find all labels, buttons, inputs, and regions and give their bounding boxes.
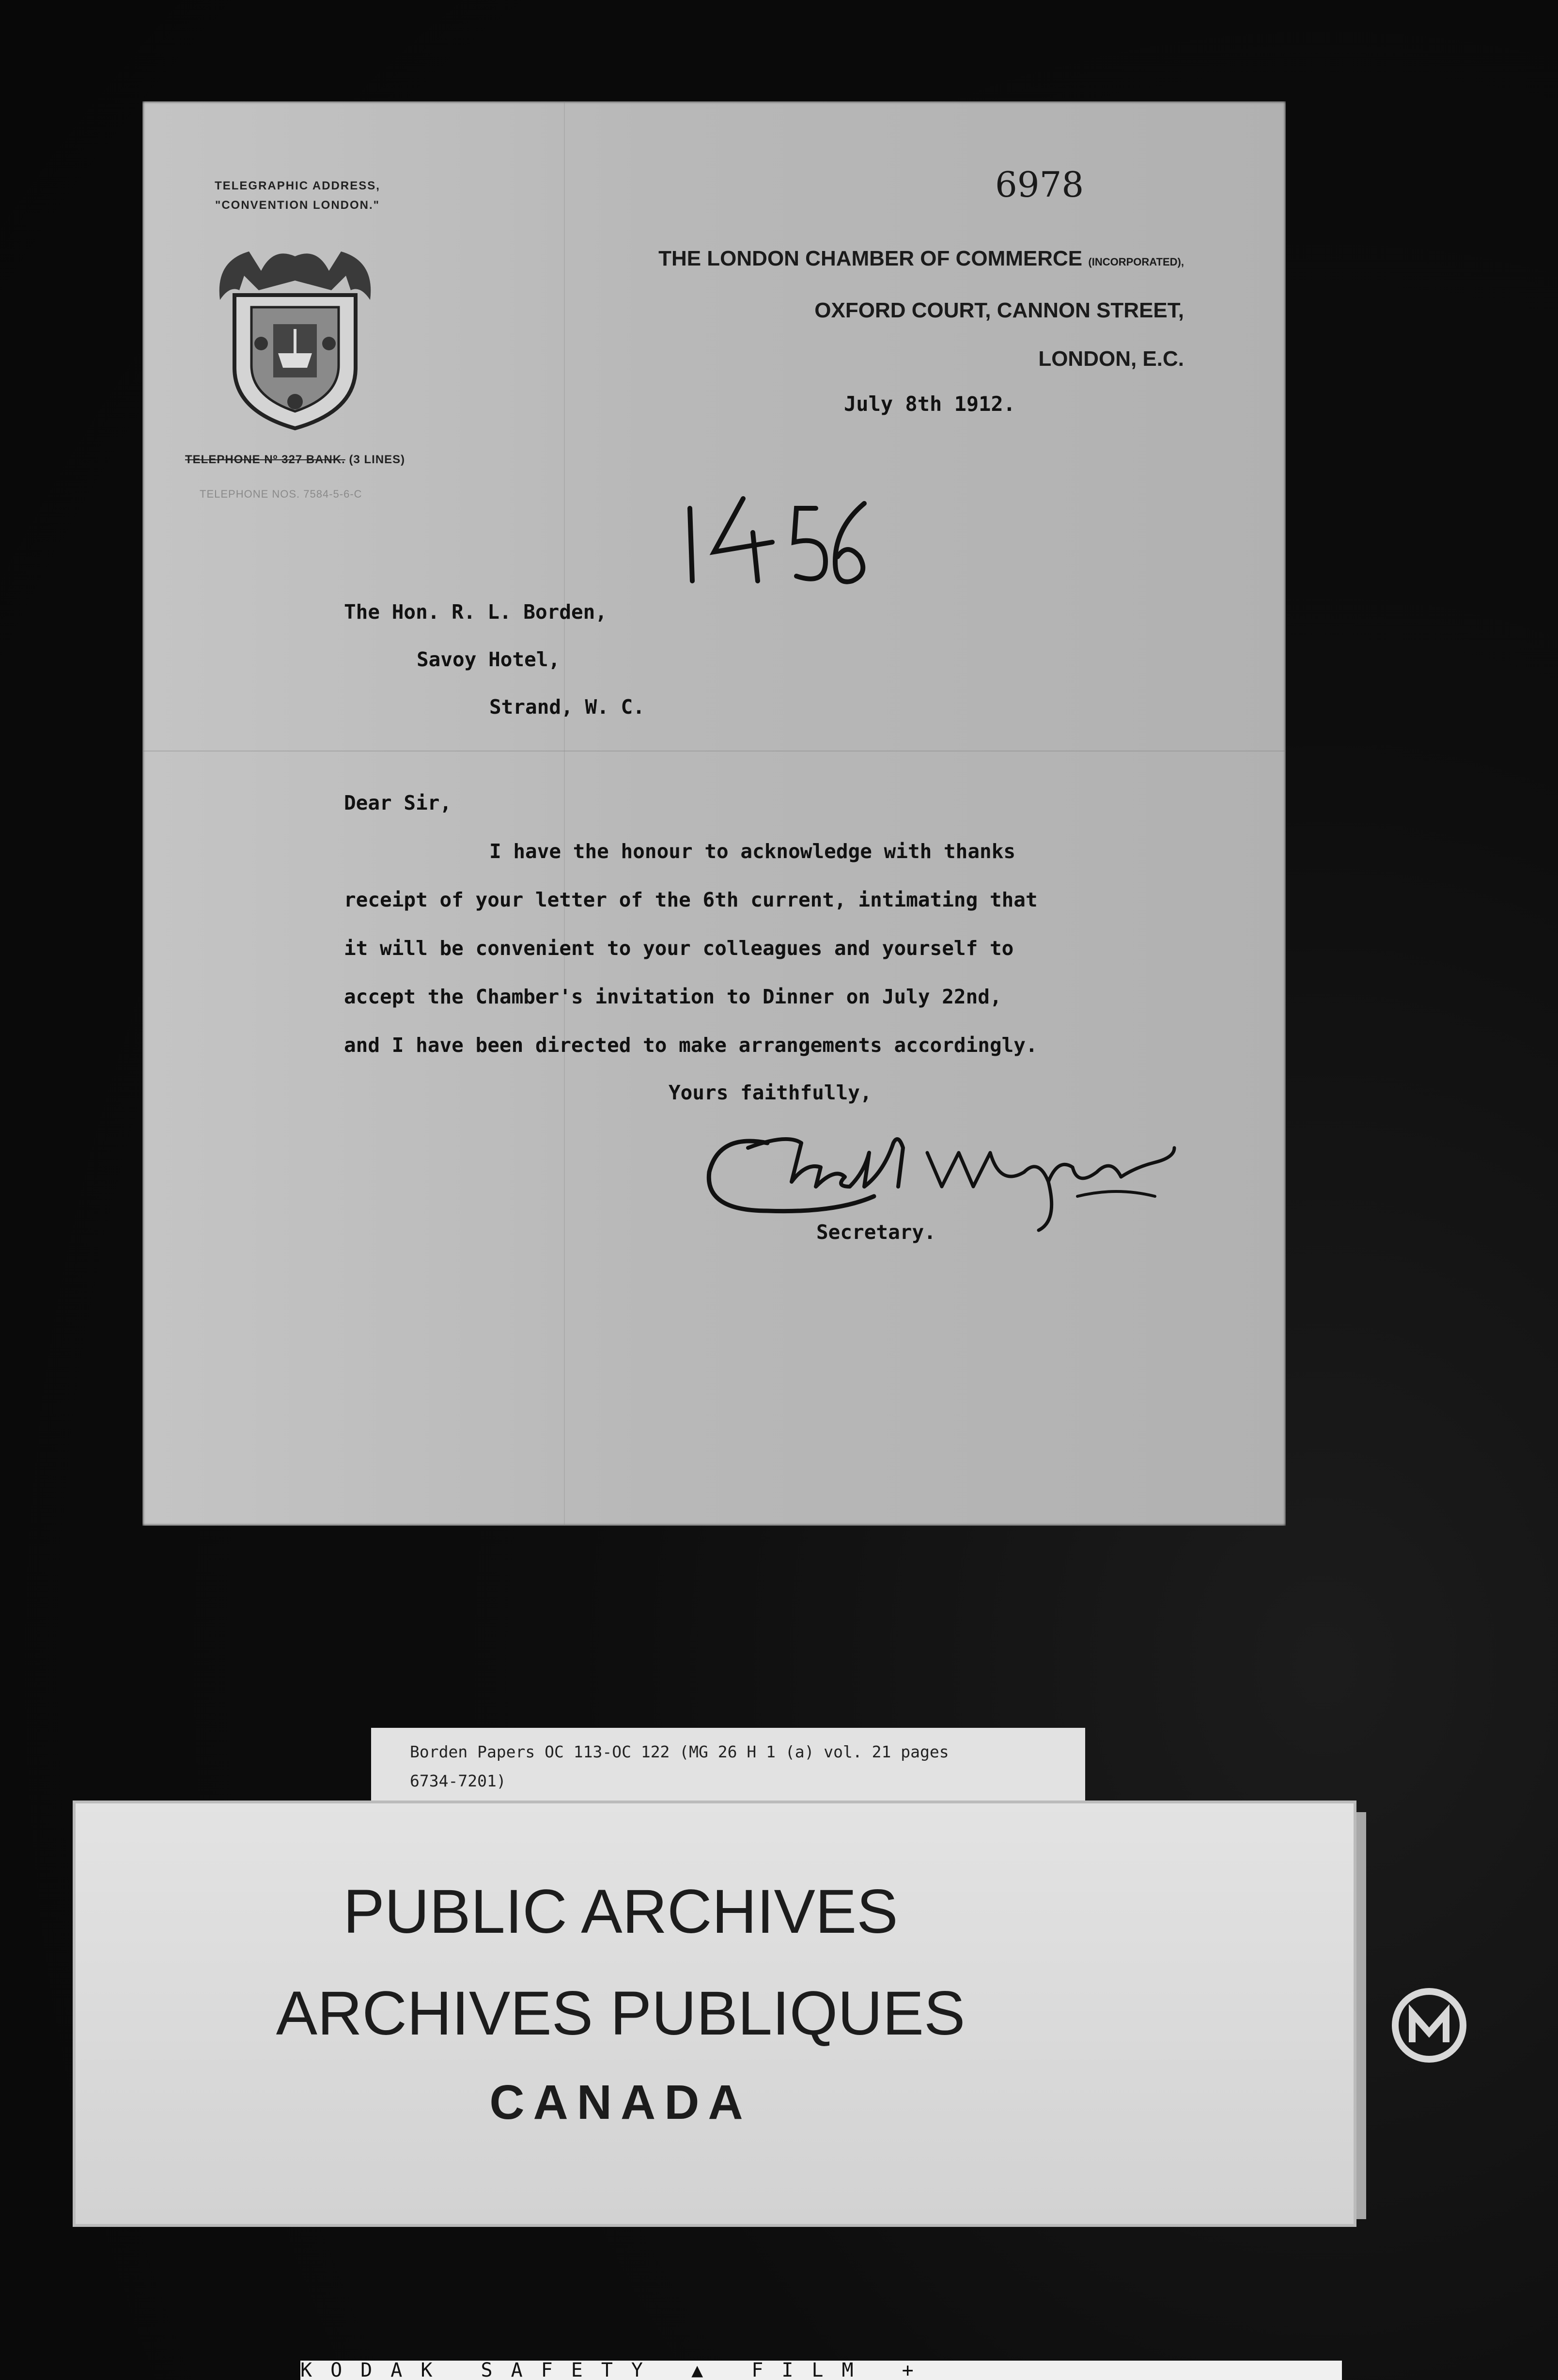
public-archives-plate [73,1801,1356,2227]
body-line: accept the Chamber's invitation to Dinner on July 22nd, [344,985,1002,1008]
handwritten-signature [690,1114,1203,1240]
letter-date: July 8th 1912. [844,392,1016,416]
handwritten-reference-number [680,489,874,591]
letterhead-address-block [658,235,1184,383]
closing: Yours faithfully, [669,1081,872,1104]
telephone-old-lines: (3 LINES) [349,453,405,466]
telephone-old-label: TELEPHONE Nº 327 BANK. [185,453,345,466]
archive-plate-line-2: ARCHIVES PUBLIQUES [276,1979,966,2048]
telephone-old-number [185,453,405,467]
fold-line-vertical [564,101,565,1526]
archive-plate-line-3: CANADA [489,2075,752,2129]
body-line: receipt of your letter of the 6th current, intimating that [344,888,1038,911]
archive-plate-line-1: PUBLIC ARCHIVES [343,1877,898,1946]
recipient-address-line-2: Strand, W. C. [489,695,645,719]
film-edge-marking: KODAK SAFETY ▲ FILM + [300,2361,1342,2380]
telegraphic-address-name: "CONVENTION LONDON." [215,199,380,212]
signer-title: Secretary. [816,1221,936,1244]
recipient-address-line-1: Savoy Hotel, [417,648,561,671]
archive-reference-slip [371,1728,1085,1810]
org-incorporated: (INCORPORATED), [1088,256,1184,268]
coat-of-arms-crest [215,242,375,431]
recipient-name: The Hon. R. L. Borden, [344,600,608,624]
body-line: and I have been directed to make arrangements accordingly. [344,1033,1038,1057]
archive-slip-line-2: 6734-7201) [410,1771,506,1790]
telegraphic-address-label: TELEGRAPHIC ADDRESS, [215,179,380,192]
org-name-line [658,235,1184,286]
body-line: it will be convenient to your colleagues and yourself to [344,937,1014,960]
org-address-line-2: LONDON, E.C. [1038,347,1184,371]
telephone-new-number: TELEPHONE NOS. 7584-5-6-C [200,488,362,500]
serial-number: 6978 [995,164,1084,205]
fold-line-horizontal [142,751,1286,752]
telegraphic-address-block [171,176,423,215]
body-line: I have the honour to acknowledge with thanks [489,840,1016,863]
letter-page [142,101,1286,1526]
archive-slip-line-1: Borden Papers OC 113-OC 122 (MG 26 H 1 (a) vol. 21 pages [410,1742,949,1761]
org-address-line-1: OXFORD COURT, CANNON STREET, [814,298,1184,322]
salutation: Dear Sir, [344,791,452,814]
microfilm-logo-icon [1390,1987,1468,2064]
org-name: THE LONDON CHAMBER OF COMMERCE [658,247,1083,270]
